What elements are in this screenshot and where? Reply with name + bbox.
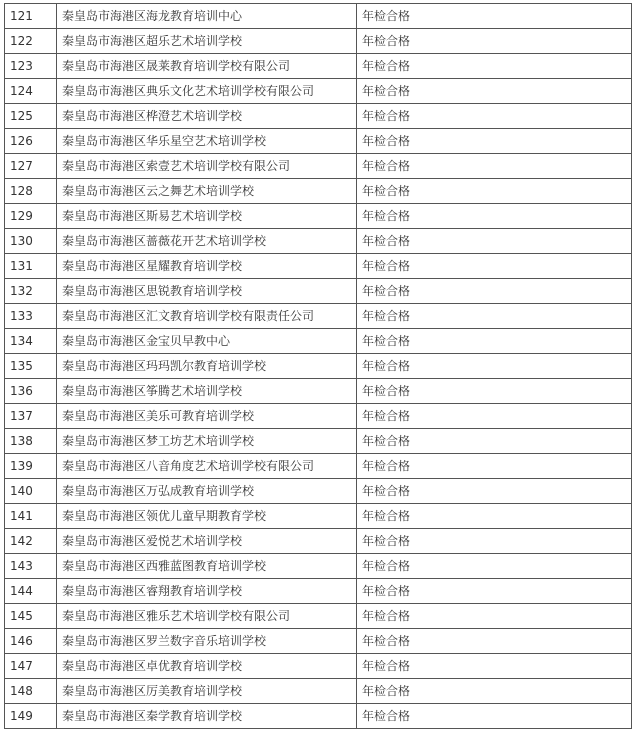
table-row — [5, 579, 632, 604]
row-number: 141 — [5, 504, 57, 529]
school-name: 秦皇岛市海港区睿翔教育培训学校 — [57, 579, 357, 604]
row-number: 124 — [5, 79, 57, 104]
row-number: 147 — [5, 654, 57, 679]
table-row — [5, 529, 632, 554]
school-name: 秦皇岛市海港区华乐星空艺术培训学校 — [57, 129, 357, 154]
school-name: 秦皇岛市海港区超乐艺术培训学校 — [57, 29, 357, 54]
row-number: 135 — [5, 354, 57, 379]
table-row — [5, 704, 632, 729]
row-number: 128 — [5, 179, 57, 204]
table-row — [5, 429, 632, 454]
table-row — [5, 104, 632, 129]
row-number: 138 — [5, 429, 57, 454]
row-number: 134 — [5, 329, 57, 354]
school-name: 秦皇岛市海港区美乐可教育培训学校 — [57, 404, 357, 429]
row-number: 145 — [5, 604, 57, 629]
school-name: 秦皇岛市海港区万弘成教育培训学校 — [57, 479, 357, 504]
inspection-status: 年检合格 — [357, 229, 632, 254]
school-name: 秦皇岛市海港区海龙教育培训中心 — [57, 4, 357, 29]
inspection-status: 年检合格 — [357, 79, 632, 104]
inspection-status: 年检合格 — [357, 604, 632, 629]
school-name: 秦皇岛市海港区雅乐艺术培训学校有限公司 — [57, 604, 357, 629]
table-row — [5, 629, 632, 654]
table-row — [5, 254, 632, 279]
table-row — [5, 204, 632, 229]
school-name: 秦皇岛市海港区西雅蓝图教育培训学校 — [57, 554, 357, 579]
school-name: 秦皇岛市海港区汇文教育培训学校有限责任公司 — [57, 304, 357, 329]
table-row — [5, 554, 632, 579]
inspection-status: 年检合格 — [357, 629, 632, 654]
school-name: 秦皇岛市海港区索壹艺术培训学校有限公司 — [57, 154, 357, 179]
inspection-status: 年检合格 — [357, 329, 632, 354]
inspection-status: 年检合格 — [357, 554, 632, 579]
inspection-status: 年检合格 — [357, 454, 632, 479]
school-name: 秦皇岛市海港区爱悦艺术培训学校 — [57, 529, 357, 554]
row-number: 149 — [5, 704, 57, 729]
school-name: 秦皇岛市海港区罗兰数字音乐培训学校 — [57, 629, 357, 654]
inspection-status: 年检合格 — [357, 104, 632, 129]
table-row — [5, 54, 632, 79]
inspection-status: 年检合格 — [357, 179, 632, 204]
row-number: 132 — [5, 279, 57, 304]
school-name: 秦皇岛市海港区卓优教育培训学校 — [57, 654, 357, 679]
inspection-status: 年检合格 — [357, 579, 632, 604]
row-number: 125 — [5, 104, 57, 129]
inspection-status: 年检合格 — [357, 504, 632, 529]
table-row — [5, 79, 632, 104]
table-row — [5, 454, 632, 479]
row-number: 143 — [5, 554, 57, 579]
inspection-status: 年检合格 — [357, 679, 632, 704]
table-body — [5, 4, 632, 729]
table-row — [5, 4, 632, 29]
inspection-table — [4, 3, 632, 729]
school-name: 秦皇岛市海港区典乐文化艺术培训学校有限公司 — [57, 79, 357, 104]
row-number: 142 — [5, 529, 57, 554]
school-name: 秦皇岛市海港区晟莱教育培训学校有限公司 — [57, 54, 357, 79]
row-number: 123 — [5, 54, 57, 79]
row-number: 121 — [5, 4, 57, 29]
table-row — [5, 679, 632, 704]
inspection-status: 年检合格 — [357, 479, 632, 504]
inspection-status: 年检合格 — [357, 529, 632, 554]
school-name: 秦皇岛市海港区桦澄艺术培训学校 — [57, 104, 357, 129]
school-name: 秦皇岛市海港区秦学教育培训学校 — [57, 704, 357, 729]
inspection-status: 年检合格 — [357, 654, 632, 679]
table-row — [5, 129, 632, 154]
inspection-status: 年检合格 — [357, 704, 632, 729]
row-number: 130 — [5, 229, 57, 254]
inspection-status: 年检合格 — [357, 4, 632, 29]
inspection-status: 年检合格 — [357, 279, 632, 304]
row-number: 139 — [5, 454, 57, 479]
table-row — [5, 179, 632, 204]
row-number: 148 — [5, 679, 57, 704]
row-number: 136 — [5, 379, 57, 404]
table-row — [5, 504, 632, 529]
inspection-status: 年检合格 — [357, 404, 632, 429]
inspection-status: 年检合格 — [357, 354, 632, 379]
row-number: 126 — [5, 129, 57, 154]
table-row — [5, 229, 632, 254]
table-row — [5, 304, 632, 329]
table-row — [5, 604, 632, 629]
inspection-status: 年检合格 — [357, 154, 632, 179]
inspection-status: 年检合格 — [357, 254, 632, 279]
school-name: 秦皇岛市海港区云之舞艺术培训学校 — [57, 179, 357, 204]
table-row — [5, 154, 632, 179]
inspection-status: 年检合格 — [357, 204, 632, 229]
school-name: 秦皇岛市海港区筝腾艺术培训学校 — [57, 379, 357, 404]
table-row — [5, 329, 632, 354]
table-row — [5, 654, 632, 679]
table-row — [5, 479, 632, 504]
row-number: 144 — [5, 579, 57, 604]
school-name: 秦皇岛市海港区金宝贝早教中心 — [57, 329, 357, 354]
inspection-status: 年检合格 — [357, 429, 632, 454]
school-name: 秦皇岛市海港区厉美教育培训学校 — [57, 679, 357, 704]
school-name: 秦皇岛市海港区斯易艺术培训学校 — [57, 204, 357, 229]
row-number: 137 — [5, 404, 57, 429]
school-name: 秦皇岛市海港区星耀教育培训学校 — [57, 254, 357, 279]
inspection-status: 年检合格 — [357, 379, 632, 404]
inspection-status: 年检合格 — [357, 129, 632, 154]
inspection-status: 年检合格 — [357, 304, 632, 329]
school-name: 秦皇岛市海港区蔷薇花开艺术培训学校 — [57, 229, 357, 254]
table-row — [5, 404, 632, 429]
school-name: 秦皇岛市海港区八音角度艺术培训学校有限公司 — [57, 454, 357, 479]
row-number: 133 — [5, 304, 57, 329]
row-number: 127 — [5, 154, 57, 179]
table-row — [5, 29, 632, 54]
row-number: 146 — [5, 629, 57, 654]
row-number: 140 — [5, 479, 57, 504]
row-number: 122 — [5, 29, 57, 54]
school-name: 秦皇岛市海港区思锐教育培训学校 — [57, 279, 357, 304]
school-name: 秦皇岛市海港区领优儿童早期教育学校 — [57, 504, 357, 529]
table-row — [5, 354, 632, 379]
row-number: 129 — [5, 204, 57, 229]
inspection-status: 年检合格 — [357, 54, 632, 79]
school-name: 秦皇岛市海港区玛玛凯尔教育培训学校 — [57, 354, 357, 379]
table-row — [5, 379, 632, 404]
table-row — [5, 279, 632, 304]
row-number: 131 — [5, 254, 57, 279]
inspection-status: 年检合格 — [357, 29, 632, 54]
school-name: 秦皇岛市海港区梦工坊艺术培训学校 — [57, 429, 357, 454]
